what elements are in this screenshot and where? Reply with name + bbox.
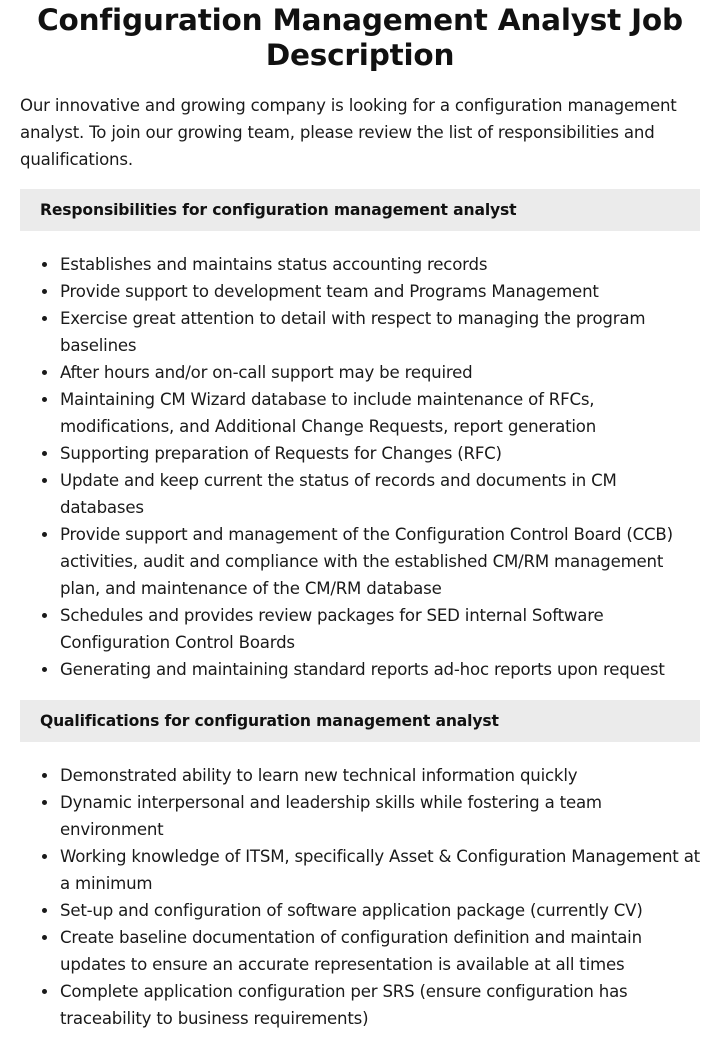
list-item-text: Generating and maintaining standard reports ad-hoc reports upon request — [60, 660, 665, 679]
list-item-text: Update and keep current the status of records and documents in CM databases — [60, 471, 617, 517]
list-item — [20, 251, 700, 278]
list-item-text: Demonstrated ability to learn new technical information quickly — [60, 766, 578, 785]
list-item — [20, 656, 700, 683]
bullet-icon — [42, 397, 47, 402]
responsibilities-list — [20, 251, 700, 683]
list-item — [20, 440, 700, 467]
list-item — [20, 843, 700, 897]
list-item — [20, 305, 700, 359]
list-item — [20, 359, 700, 386]
list-item — [20, 789, 700, 843]
list-item-text: Create baseline documentation of configuration definition and maintain updates to ensure an accurate representation is available at all times — [60, 928, 642, 974]
list-item-text: After hours and/or on-call support may be required — [60, 363, 473, 382]
bullet-icon — [42, 989, 47, 994]
list-item-text: Schedules and provides review packages for SED internal Software Configuration Control Boards — [60, 606, 604, 652]
bullet-icon — [42, 451, 47, 456]
list-item — [20, 897, 700, 924]
bullet-icon — [42, 262, 47, 267]
bullet-icon — [42, 613, 47, 618]
responsibilities-heading: Responsibilities for configuration management analyst — [20, 189, 700, 231]
list-item-text: Exercise great attention to detail with respect to managing the program baselines — [60, 309, 646, 355]
list-item — [20, 924, 700, 978]
bullet-icon — [42, 773, 47, 778]
bullet-icon — [42, 316, 47, 321]
bullet-icon — [42, 532, 47, 537]
list-item-text: Establishes and maintains status accounting records — [60, 255, 488, 274]
intro-paragraph: Our innovative and growing company is looking for a configuration management analyst. To join our growing team, please review the list of responsibilities and qualifications. — [20, 96, 677, 169]
list-item — [20, 278, 700, 305]
list-item-text: Maintaining CM Wizard database to include maintenance of RFCs, modifications, and Additional Change Requests, report generation — [60, 390, 597, 436]
bullet-icon — [42, 370, 47, 375]
list-item — [20, 467, 700, 521]
list-item — [20, 762, 700, 789]
bullet-icon — [42, 935, 47, 940]
bullet-icon — [42, 800, 47, 805]
page-title: Configuration Management Analyst Job Description — [37, 3, 683, 72]
list-item — [20, 386, 700, 440]
qualifications-heading: Qualifications for configuration management analyst — [20, 700, 700, 742]
bullet-icon — [42, 908, 47, 913]
bullet-icon — [42, 289, 47, 294]
bullet-icon — [42, 667, 47, 672]
bullet-icon — [42, 854, 47, 859]
list-item — [20, 602, 700, 656]
bullet-icon — [42, 478, 47, 483]
list-item-text: Supporting preparation of Requests for Changes (RFC) — [60, 444, 502, 463]
list-item-text: Working knowledge of ITSM, specifically Asset & Configuration Management at a minimum — [60, 847, 700, 893]
list-item-text: Complete application configuration per SRS (ensure configuration has traceability to business requirements) — [60, 982, 628, 1028]
list-item-text: Dynamic interpersonal and leadership skills while fostering a team environment — [60, 793, 602, 839]
list-item-text: Set-up and configuration of software application package (currently CV) — [60, 901, 643, 920]
list-item-text: Provide support to development team and Programs Management — [60, 282, 599, 301]
list-item — [20, 521, 700, 602]
list-item — [20, 978, 700, 1032]
list-item-text: Provide support and management of the Configuration Control Board (CCB) activities, audit and compliance with the established CM/RM management plan, and maintenance of the CM/RM database — [60, 525, 673, 598]
qualifications-list — [20, 762, 700, 1032]
